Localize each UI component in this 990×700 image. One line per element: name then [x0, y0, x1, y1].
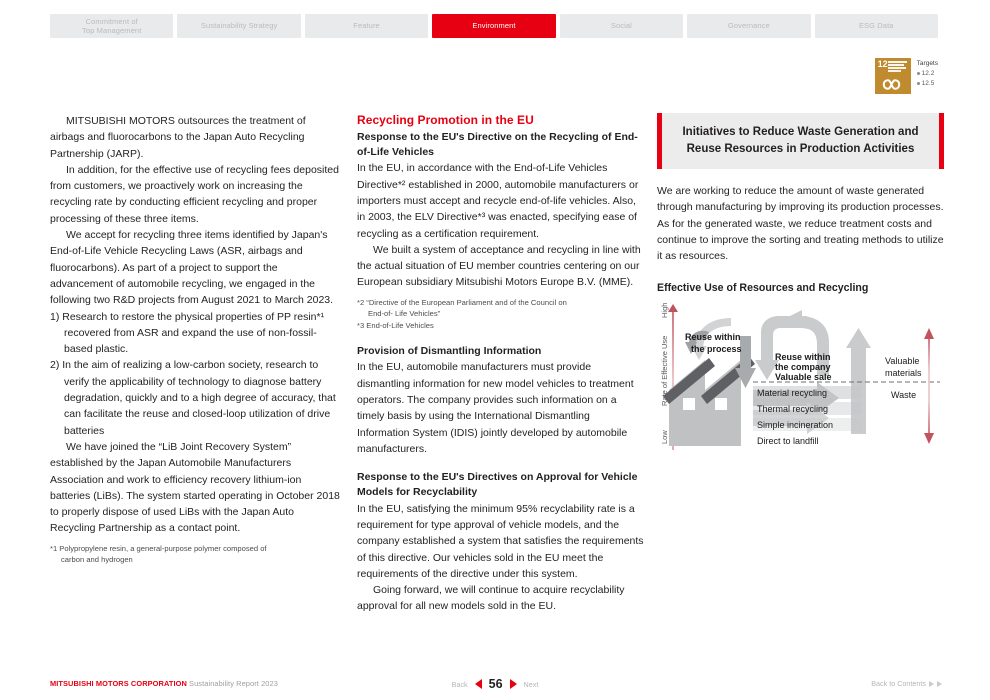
- sdg-target-item: [917, 79, 938, 88]
- bullet-dot-icon: [917, 72, 920, 75]
- callout-reuse-within-process-line2: the process: [691, 344, 742, 355]
- tab-label: ESG Data: [858, 21, 894, 31]
- tab-label: Sustainability Strategy: [200, 21, 278, 31]
- tier-label-direct-to-landfill: Direct to landfill: [757, 436, 819, 447]
- footnote-line: *3 End-of-Life Vehicles: [357, 320, 434, 330]
- sdg-target-value: 12.5: [921, 79, 935, 87]
- chevron-right-icon: [929, 681, 934, 687]
- right-column: [657, 113, 944, 463]
- back-arrow-icon[interactable]: [475, 679, 482, 689]
- sdg-target-value: 12.2: [921, 70, 935, 78]
- tab-social[interactable]: [560, 14, 683, 38]
- footnote-line: *1 Polypropylene resin, a general-purpose polymer composed of: [50, 543, 267, 553]
- footnote-line: *2 “Directive of the European Parliament and of the Council on: [357, 297, 567, 307]
- diagram-title: Effective Use of Resources and Recycling: [657, 282, 869, 295]
- highlight-title-box: [657, 113, 944, 169]
- paragraph: We have joined the “LiB Joint Recovery System” established by the Japan Automobile Manufacturers Association and work to efficiency recovery lithium-ion batteries (LiBs). The system started operating in October 2018 to properly dispose of used LiBs with the Japan Auto Recycling Partnership as a contact point.: [50, 440, 340, 535]
- back-to-contents-link[interactable]: [871, 679, 942, 688]
- sdg-badge: [875, 58, 938, 94]
- tab-environment[interactable]: [432, 14, 555, 38]
- left-text-column: [50, 113, 340, 566]
- paragraph: In the EU, automobile manufacturers must provide dismantling information for new model vehicles to treatment operators. The company provides such information on a timely basis by using the International Dismantling Information System (IDIS) jointly developed by automobile manufacturers.: [357, 361, 634, 455]
- next-arrow-icon[interactable]: [510, 679, 517, 689]
- subheading-provision-dismantling-info: Provision of Dismantling Information: [357, 345, 542, 358]
- sdg-target-item: [917, 69, 938, 78]
- tab-esg-data[interactable]: [815, 14, 938, 38]
- paragraph: In the EU, in accordance with the End-of-Life Vehicles Directive*² established in 2000, automobile manufacturers or importers must accept and recycle end-of-life vehicles. Also, in 2003, the ELV Directive*³ was enacted, specifying ease of recycling as a certification requirement.: [357, 162, 639, 240]
- sdg-title-lines: [888, 61, 907, 73]
- footnote-2: [357, 297, 645, 332]
- sdg-number: 12: [877, 59, 888, 69]
- axis-label-rate-of-effective-use: Rate of Effective Use: [660, 336, 669, 407]
- effective-use-diagram: [657, 298, 944, 463]
- middle-text-column: [357, 113, 645, 615]
- sdg-targets-title: Targets: [916, 60, 938, 67]
- callout-reuse-within-company-line1: Reuse within: [775, 352, 831, 363]
- tab-label: Environment: [472, 21, 516, 31]
- section-heading-recycling-promotion-eu: Recycling Promotion in the EU: [357, 113, 534, 127]
- tab-sustainability-strategy[interactable]: [177, 14, 300, 38]
- footnote-line: End-of- Life Vehicles”: [368, 309, 441, 319]
- top-nav-tabs: [50, 14, 938, 38]
- infinity-glyph: [881, 78, 905, 91]
- paragraph: We built a system of acceptance and recycling in line with the actual situation of EU member countries centering on our European subsidiary Mitsubishi Motors Europe B.V. (MME).: [357, 243, 641, 289]
- back-label[interactable]: Back: [451, 679, 468, 689]
- callout-reuse-within-process-line1: Reuse within: [685, 332, 741, 343]
- footer-corp-name: MITSUBISHI MOTORS CORPORATION: [50, 679, 187, 688]
- paragraph: In the EU, satisfying the minimum 95% recyclability rate is a requirement for type approval of vehicle models, and the company established a system that satisfies the requirements of this directive. Our vehicles sold in the EU meet the requirements of the directive under this system.: [357, 502, 644, 580]
- tab-governance[interactable]: [687, 14, 810, 38]
- tab-label: Feature: [353, 21, 380, 31]
- tab-label-line1: Commitment of: [85, 16, 138, 26]
- label-valuable-materials-line2: materials: [885, 368, 922, 379]
- subheading-response-approval-recyclability: Response to the EU's Directives on Approval for Vehicle Models for Recyclability: [357, 471, 638, 499]
- numbered-item: 1) Research to restore the physical properties of PP resin*¹ recovered from ASR and expand the use of non-fossil-based plastic.: [50, 310, 325, 356]
- tab-feature[interactable]: [305, 14, 428, 38]
- tab-label: Social: [610, 21, 632, 31]
- page-navigation: [0, 677, 990, 691]
- bullet-dot-icon: [917, 82, 920, 85]
- tab-commitment-of-top-management[interactable]: [50, 14, 173, 38]
- paragraph: MITSUBISHI MOTORS outsources the treatment of airbags and fluorocarbons to the Japan Auto Recycling Partnership (JARP).: [50, 115, 306, 160]
- tab-label-line2: Top Management: [82, 26, 142, 35]
- highlight-title-line1: Initiatives to Reduce Waste Generation and: [682, 126, 919, 138]
- paragraph: Going forward, we will continue to acquire recyclability approval for all new models sold in the EU.: [357, 584, 625, 613]
- back-to-contents-label: Back to Contents: [871, 679, 926, 688]
- chevron-right-icon-2: [937, 681, 942, 687]
- tier-label-thermal-recycling: Thermal recycling: [757, 404, 829, 415]
- label-valuable-materials-line1: Valuable: [885, 356, 920, 367]
- highlight-title-line2: Reuse Resources in Production Activities: [686, 143, 915, 155]
- sdg-12-icon: [875, 58, 911, 94]
- next-label[interactable]: Next: [523, 679, 539, 689]
- footer-report-name: Sustainability Report 2023: [189, 679, 278, 688]
- tier-label-material-recycling: Material recycling: [757, 388, 828, 399]
- footnote-1: [50, 543, 340, 566]
- paragraph: We accept for recycling three items identified by Japan's End-of-Life Vehicle Recycling Laws (ASR, airbags and fluorocarbons). As part of a project to support the advancement of automobile recycling, we engaged in the following two R&D projects from August 2021 to March 2023.: [50, 229, 334, 307]
- callout-valuable-sale: Valuable sale: [775, 372, 832, 383]
- tab-label: Governance: [727, 21, 770, 31]
- right-double-arrow: [924, 328, 934, 444]
- sdg-targets: [917, 58, 938, 88]
- subheading-response-recycling-directive: Response to the EU's Directive on the Recycling of End-of-Life Vehicles: [357, 131, 638, 159]
- page-number: 56: [488, 677, 503, 691]
- numbered-item: 2) In the aim of realizing a low-carbon society, research to verify the applicability of technology to diagnose battery degradation, quickly and to a high degree of accuracy, that can facilitate the reuse and closed-loop utilization of drive batteries: [50, 359, 336, 437]
- axis-label-low: Low: [660, 430, 669, 445]
- label-waste: Waste: [891, 390, 917, 401]
- callout-reuse-within-company-line2: the company: [775, 362, 831, 373]
- tier-label-simple-incineration: Simple incineration: [757, 420, 834, 431]
- axis-label-high: High: [660, 303, 669, 319]
- diagram-svg: [657, 298, 944, 463]
- footnote-line: carbon and hydrogen: [61, 555, 133, 565]
- paragraph: In addition, for the effective use of recycling fees deposited from customers, we proactively work on increasing the recycling rate by conducting efficient recycling and proper processing of these three items.: [50, 163, 339, 225]
- paragraph: We are working to reduce the amount of waste generated through manufacturing by improving its production processes. As for the generated waste, we reduce treatment costs and continue to improve the sorting and treating methods to utilize it as resources.: [657, 185, 944, 263]
